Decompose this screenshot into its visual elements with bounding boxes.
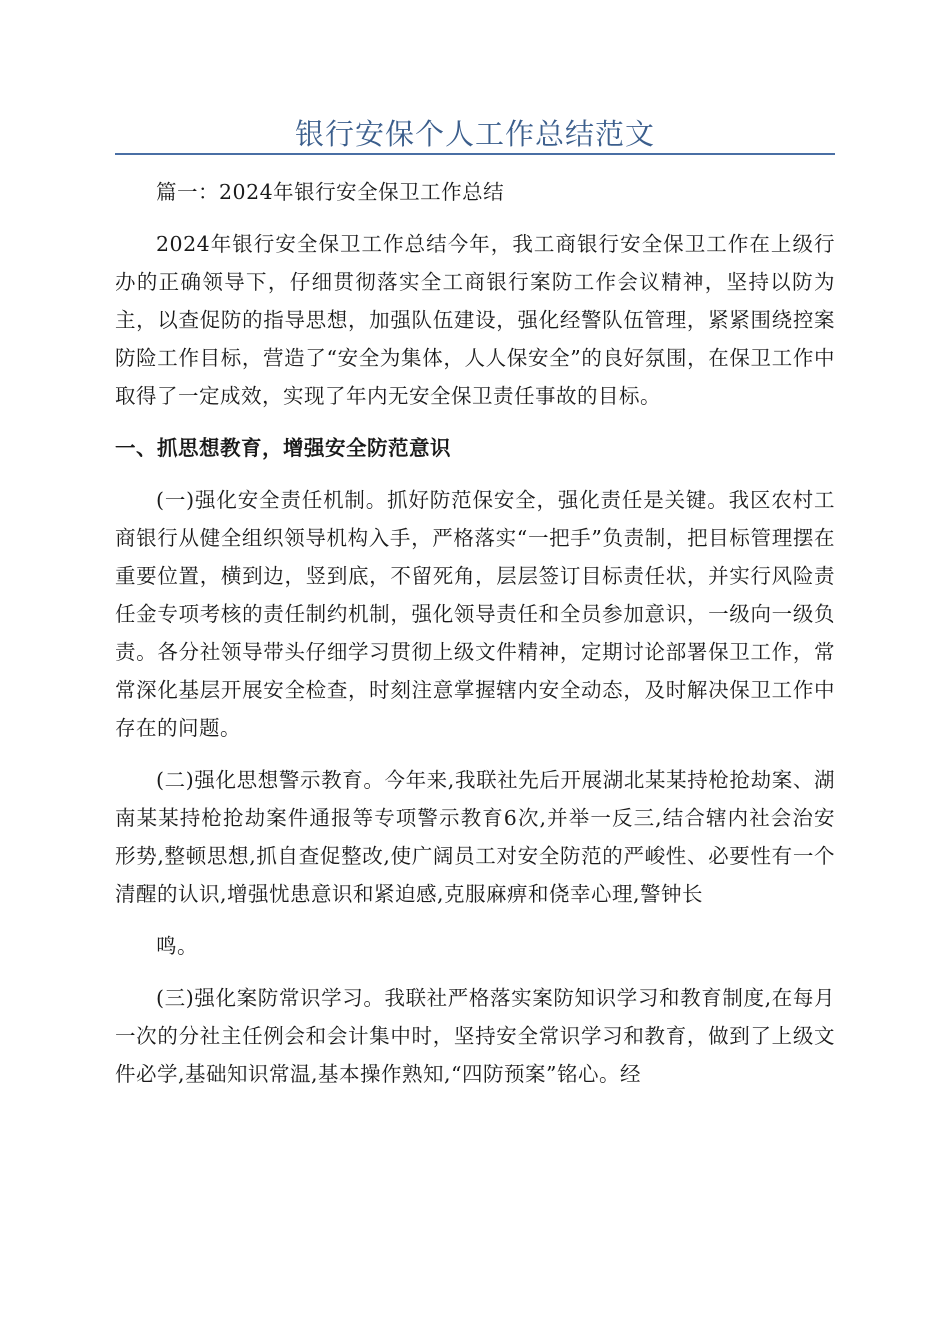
intro-paragraph: 2024年银行安全保卫工作总结今年，我工商银行安全保卫工作在上级行办的正确领导下，仔细贯彻落实全工商银行案防工作会议精神，坚持以防为主，以查促防的指导思想，加强队伍建设，强化经警队伍管理，紧紧围绕控案防险工作目标，营造了“安全为集体，人人保安全”的良好氛围，在保卫工作中取得了一定成效，实现了年内无安全保卫责任事故的目标。 (115, 232, 835, 408)
document-body (115, 173, 835, 1093)
title-underline (115, 153, 835, 155)
item-paragraph-2: (二)强化思想警示教育。今年来,我联社先后开展湖北某某持枪抢劫案、湖南某某持枪抢劫案件通报等专项警示教育6次,并举一反三,结合辖内社会治安形势,整顿思想,抓自查促整改,使广阔员工对安全防范的严峻性、必要性有一个清醒的认识,增强忧患意识和紧迫感,克服麻痹和侥幸心理,警钟长 (115, 768, 835, 906)
subtitle-paragraph: 篇一：2024年银行安全保卫工作总结 (156, 180, 505, 204)
item-paragraph-1: (一)强化安全责任机制。抓好防范保安全，强化责任是关键。我区农村工商银行从健全组织领导机构入手，严格落实“一把手”负责制，把目标管理摆在重要位置，横到边，竖到底，不留死角，层层签订目标责任状，并实行风险责任金专项考核的责任制约机制，强化领导责任和全员参加意识，一级向一级负责。各分社领导带头仔细学习贯彻上级文件精神，定期讨论部署保卫工作，常常深化基层开展安全检查，时刻注意掌握辖内安全动态，及时解决保卫工作中存在的问题。 (115, 488, 835, 740)
section-heading: 一、抓思想教育，增强安全防范意识 (115, 436, 451, 460)
item-paragraph-3: (三)强化案防常识学习。我联社严格落实案防知识学习和教育制度,在每月一次的分社主任例会和会计集中时，坚持安全常识学习和教育，做到了上级文件必学,基础知识常温,基本操作熟知,“四防预案”铭心。经 (115, 986, 835, 1086)
document-title: 银行安保个人工作总结范文 (294, 117, 655, 151)
item-paragraph-2-tail: 鸣。 (156, 934, 198, 958)
